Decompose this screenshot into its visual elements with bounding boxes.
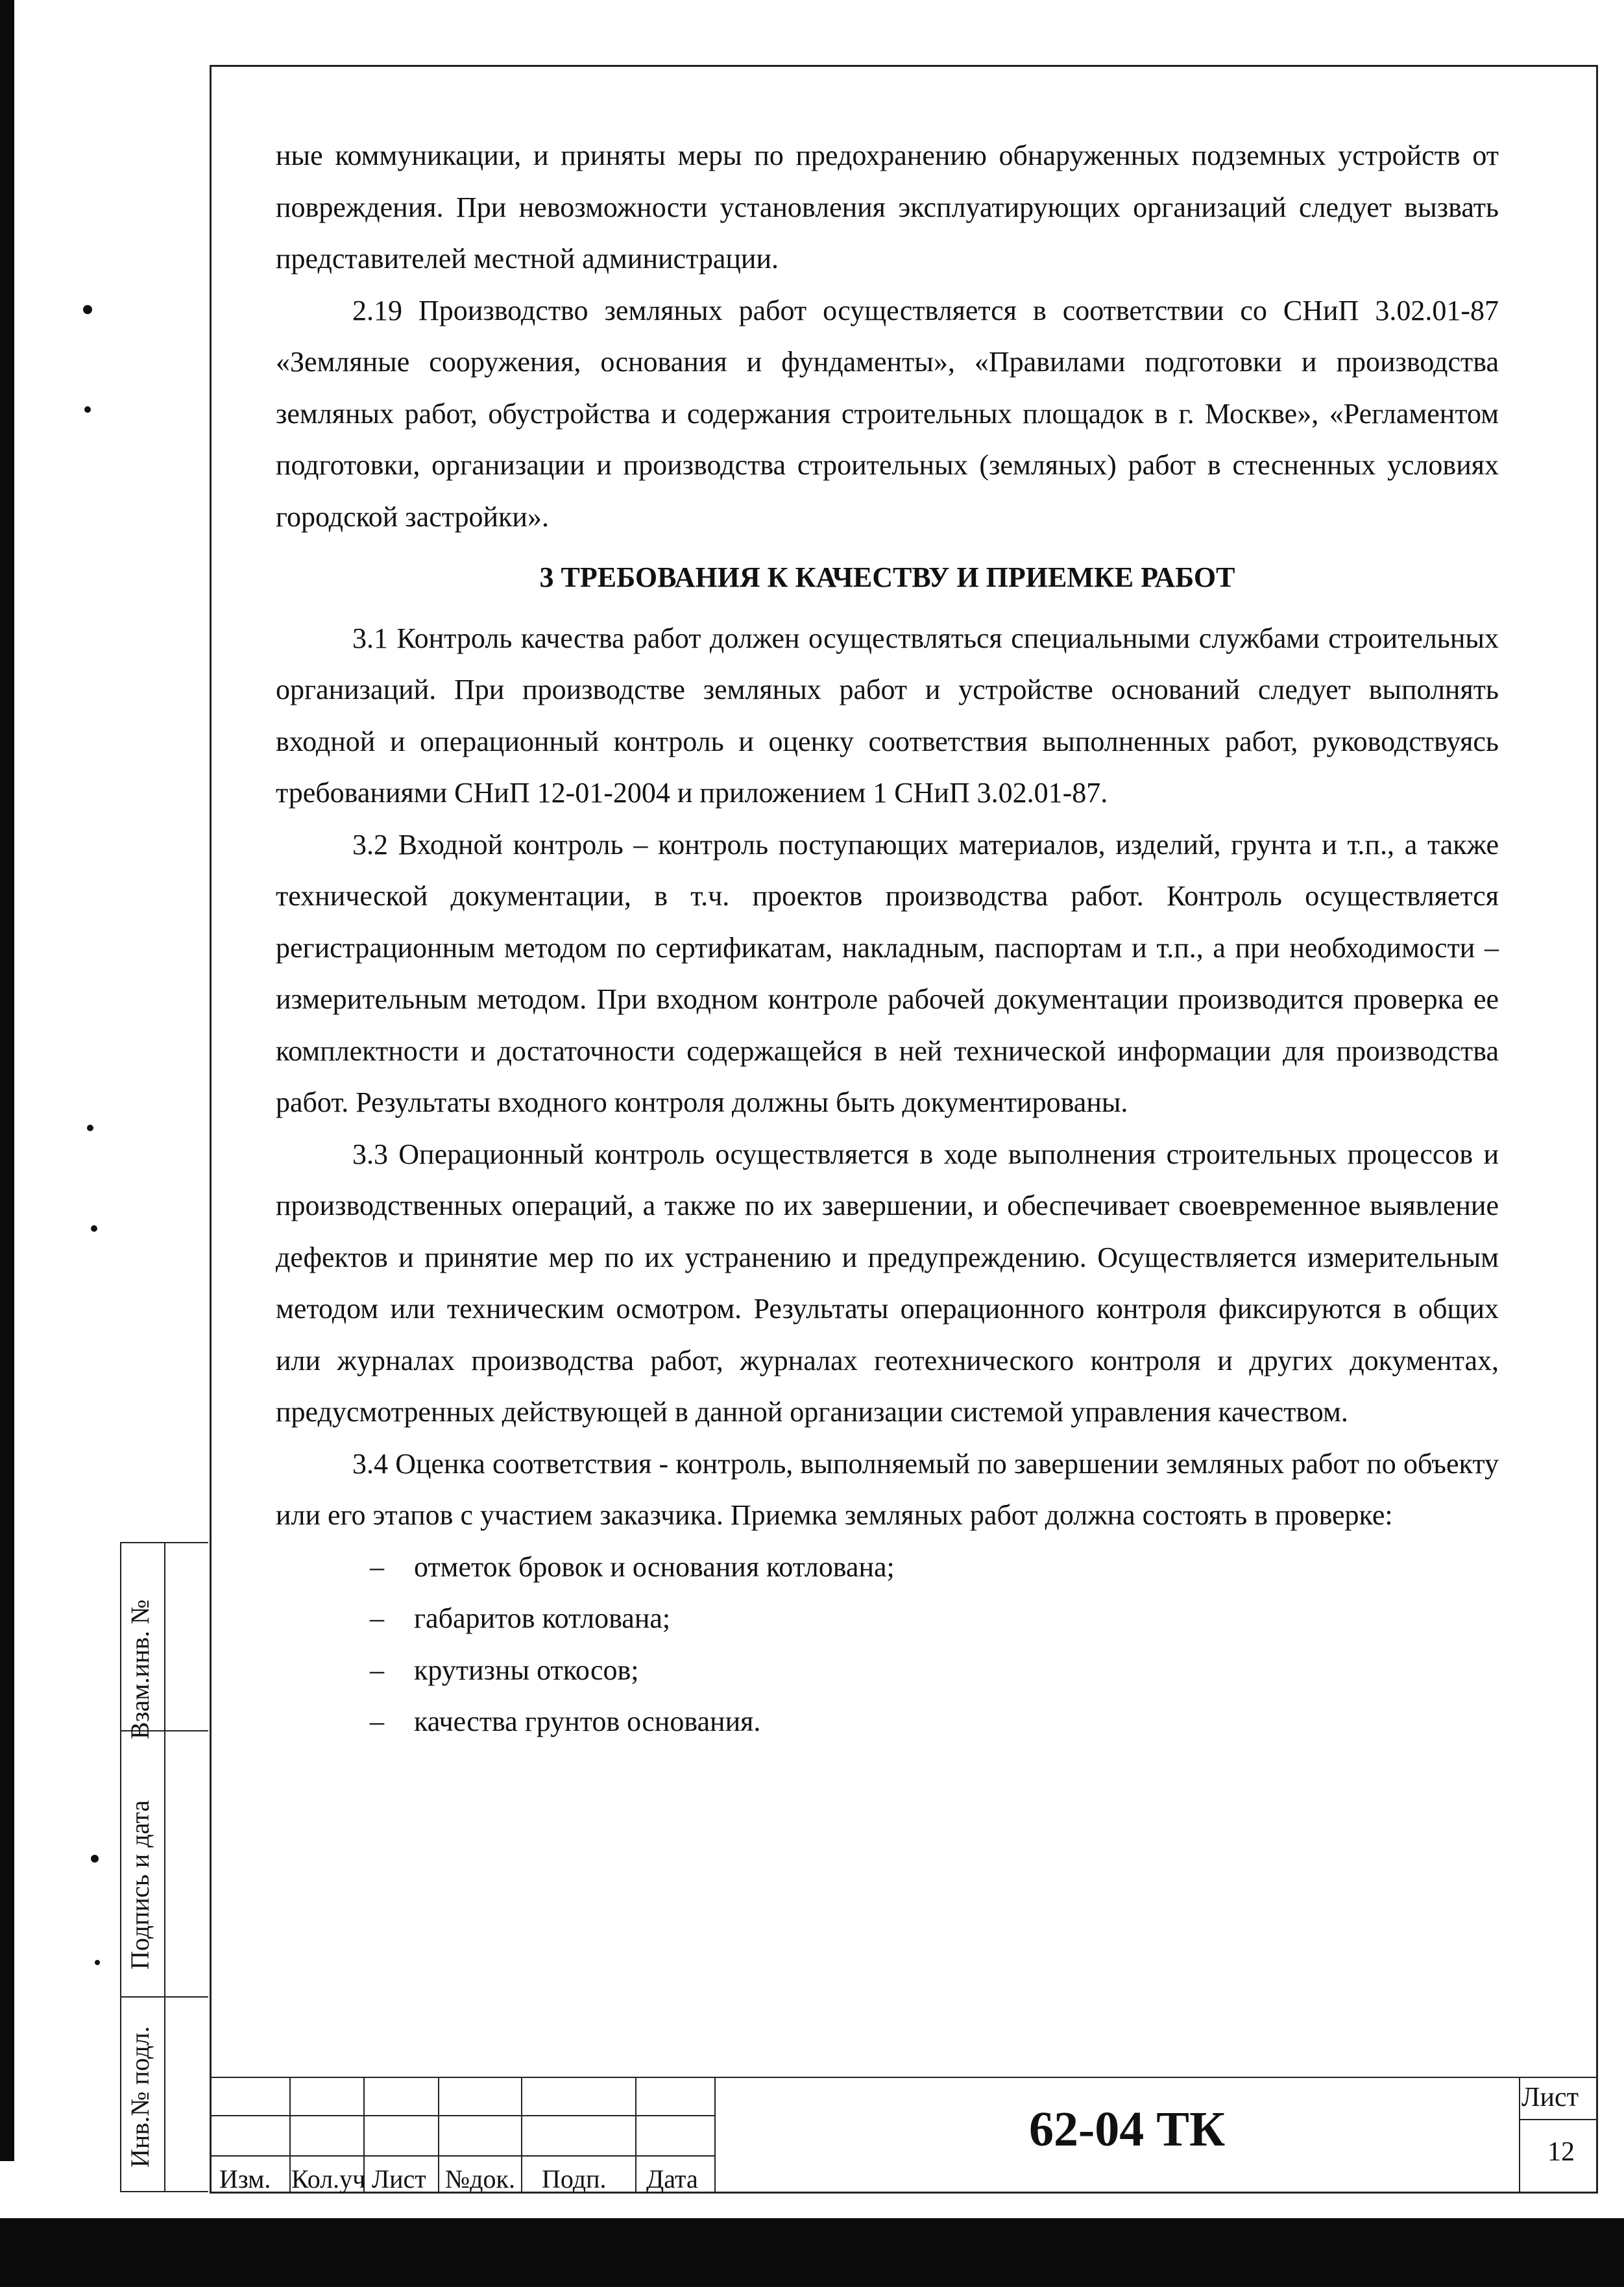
paragraph-3-3: 3.3 Операционный контроль осуществляется в ходе выполнения строительных процессов и производственных операций, а также по их завершении, и обеспечивает своевременное выявление дефектов и принятие мер по их устранению и предупреждению. Осуществляется измерительным методом или техническим осмотром. Результаты операционного контроля фиксируются в общих или журналах производства работ, журналах геотехнического контроля и других документах, предусмотренных действующей в данной организации системой управления качеством. (276, 1138, 1499, 1428)
inspection-list (276, 1541, 1499, 1748)
scan-edge-left (0, 0, 14, 2161)
col-podp: Подп. (542, 2164, 607, 2194)
paragraph-3-2: 3.2 Входной контроль – контроль поступающих материалов, изделий, грунта и т.п., а также технической документации, в т.ч. проектов производства работ. Контроль осуществляется регистрационным методом по сертификатам, накладным, паспортам и т.п., а при необходимости – измерительным методом. При входном контроле рабочей документации производится проверка ее комплектности и достаточности содержащейся в ней технической информации для производства работ. Результаты входного контроля должны быть документированы. (276, 828, 1499, 1118)
side-label-vzam: Взам.инв. № (125, 1599, 154, 1739)
paragraph-3-4: 3.4 Оценка соответствия - контроль, выполняемый по завершении земляных работ по объекту или его этапов с участием заказчика. Приемка земляных работ должна состоять в проверке: (276, 1447, 1499, 1531)
sheet-number: 12 (1547, 2137, 1575, 2167)
side-stamp-border (120, 1542, 121, 2192)
sheet-label: Лист (1521, 2083, 1579, 2112)
list-item: – качества грунтов основания. (276, 1696, 1499, 1748)
list-item: – крутизны откосов; (276, 1645, 1499, 1696)
col-ndok: №док. (445, 2164, 515, 2194)
list-item: – отметок бровок и основания котлована; (276, 1541, 1499, 1593)
side-label-podpis: Подпись и дата (125, 1800, 154, 1970)
scan-speck (91, 1855, 99, 1863)
scan-speck (91, 1225, 97, 1232)
paragraph-3-1: 3.1 Контроль качества работ должен осуществляться специальными службами строительных организаций. При производстве земляных работ и устройстве оснований следует выполнять входной и операционный контроль и оценку соответствия выполненных работ, руководствуясь требованиями СНиП 12-01-2004 и приложением 1 СНиП 3.02.01-87. (276, 622, 1499, 809)
list-item: – габаритов котлована; (276, 1593, 1499, 1645)
document-code: 62-04 ТК (1029, 2102, 1226, 2157)
scan-speck (84, 406, 91, 413)
scan-speck (87, 1125, 93, 1131)
side-stamp-divider (164, 1542, 165, 2192)
document-body (276, 130, 1499, 1748)
scan-speck (83, 305, 92, 314)
col-data: Дата (646, 2164, 698, 2194)
side-label-inv: Инв.№ подл. (125, 2026, 154, 2168)
scan-edge-bottom (0, 2218, 1624, 2287)
section-heading: 3 ТРЕБОВАНИЯ К КАЧЕСТВУ И ПРИЕМКЕ РАБОТ (539, 561, 1235, 593)
paragraph-continuation: ные коммуникации, и приняты меры по предохранению обнаруженных подземных устройств от повреждения. При невозможности установления эксплуатирующих организаций следует вызвать представителей местной администрации. (276, 140, 1499, 275)
paragraph-2-19: 2.19 Производство земляных работ осуществляется в соответствии со СНиП 3.02.01-87 «Земляные сооружения, основания и фундаменты», «Правилами подготовки и производства земляных работ, обустройства и содержания строительных площадок в г. Москве», «Регламентом подготовки, организации и производства строительных (земляных) работ в стесненных условиях городской застройки». (276, 294, 1499, 533)
col-izm: Изм. (219, 2164, 271, 2194)
col-list: Лист (372, 2164, 426, 2194)
scan-speck (95, 1960, 100, 1965)
col-kol-uch: Кол.уч (291, 2164, 366, 2194)
title-block (210, 2077, 1598, 2194)
